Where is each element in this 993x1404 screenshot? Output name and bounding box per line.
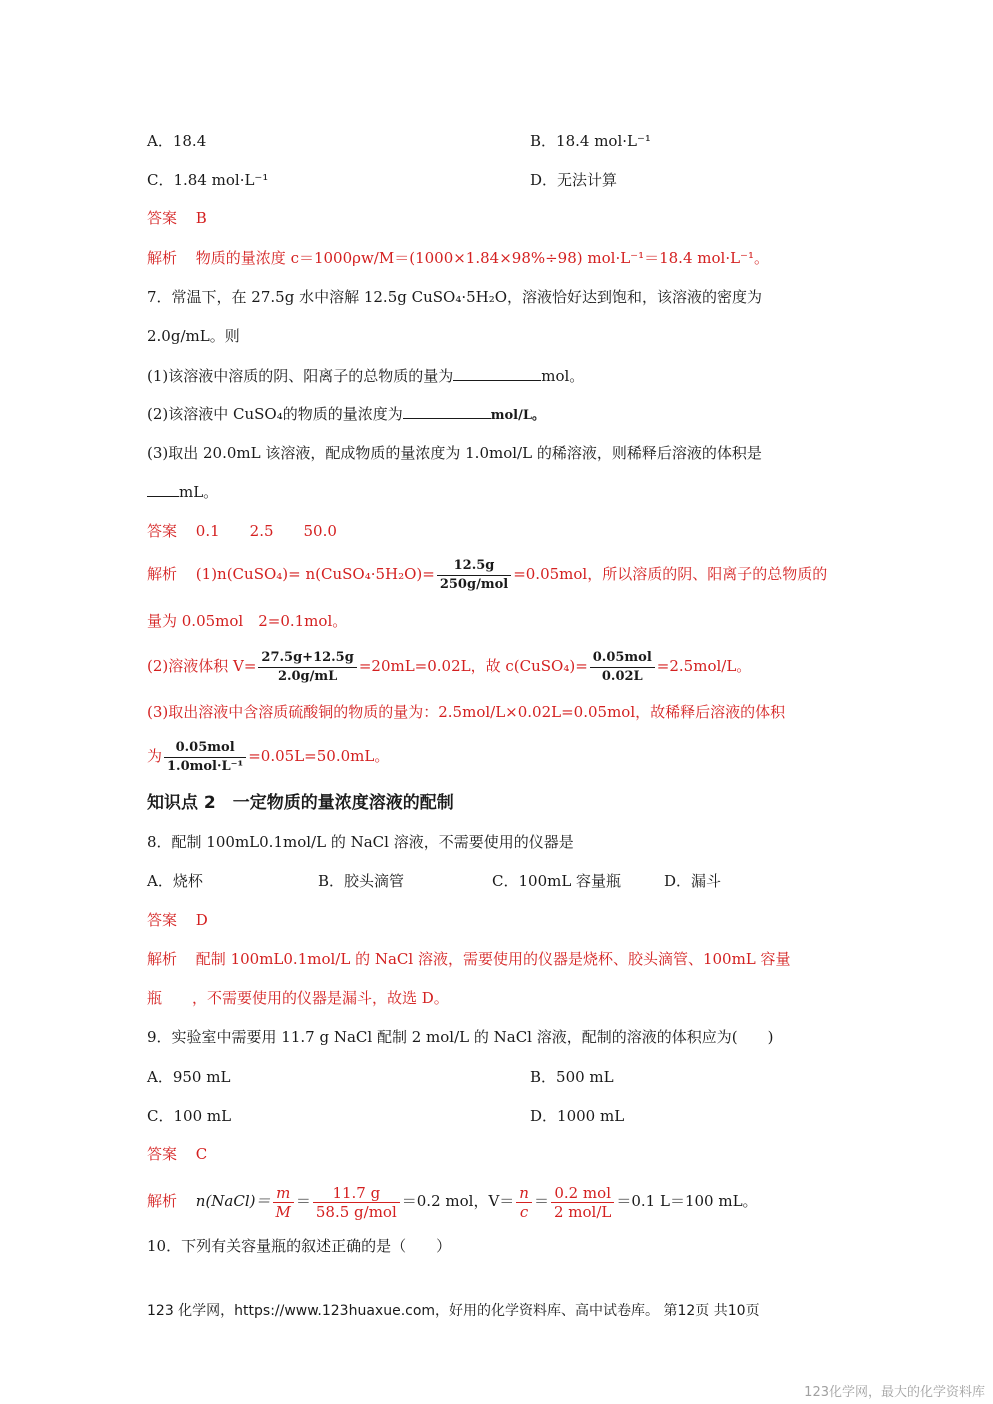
- q6-option-a: A．18.4: [147, 132, 207, 150]
- fraction: [313, 1184, 400, 1221]
- q8-answer: [147, 910, 208, 930]
- answer-label: 答案: [147, 1145, 178, 1163]
- numerator: 11.7 g: [313, 1184, 400, 1203]
- q7-part2: [147, 404, 545, 426]
- q7-analysis-3-line2: [147, 735, 389, 777]
- q7-analysis-3-line1: (3)取出溶液中含溶质硫酸铜的物质的量为：2.5mol/L×0.02L=0.05mol，故稀释后溶液的体积: [147, 703, 786, 721]
- q7-part2-unit: mol/L。: [490, 408, 546, 423]
- q8-analysis-line1: [147, 949, 791, 969]
- q7-part1: [147, 366, 584, 386]
- q7-answer: [147, 521, 337, 541]
- q9-option-a: A．950 mL: [147, 1068, 231, 1086]
- denominator: 1.0mol·L⁻¹: [167, 758, 244, 774]
- fraction: [258, 649, 356, 686]
- answer-label: 答案: [147, 911, 178, 929]
- q9-stem: 9．实验室中需要用 11.7 g NaCl 配制 2 mol/L 的 NaCl 溶液，配制的溶液的体积应为( ): [147, 1028, 774, 1046]
- fraction: [551, 1184, 614, 1221]
- q7-stem-line1: 7．常温下，在 27.5g 水中溶解 12.5g CuSO₄·5H₂O，溶液恰好达到饱和，该溶液的密度为: [147, 288, 763, 306]
- section-title: 知识点 2 一定物质的量浓度溶液的配制: [147, 793, 454, 813]
- q6-option-d: D．无法计算: [530, 171, 618, 189]
- formula-prefix: n(NaCl)＝: [195, 1192, 271, 1210]
- q7-part3-line2: [147, 482, 218, 502]
- q8-option-c: C．100mL 容量瓶: [492, 872, 622, 890]
- answer-label: 答案: [147, 522, 178, 540]
- formula-middle: ＝0.2 mol，V＝: [401, 1192, 515, 1210]
- q7-analysis-2: [147, 645, 751, 687]
- fraction: [590, 649, 655, 686]
- q8-option-d: D．漏斗: [664, 872, 722, 890]
- q6-option-b: B．18.4 mol·L⁻¹: [530, 132, 651, 150]
- q9-analysis: [147, 1180, 758, 1222]
- answer-label: 答案: [147, 209, 178, 227]
- q7-part3-blank[interactable]: [147, 482, 179, 497]
- q7-part2-text: (2)该溶液中 CuSO₄的物质的量浓度为: [147, 405, 403, 423]
- q6-answer: [147, 208, 207, 228]
- q9-answer: [147, 1144, 207, 1164]
- answer-value: C: [195, 1145, 208, 1163]
- q6-option-c: C．1.84 mol·L⁻¹: [147, 171, 269, 189]
- q7-part2-blank[interactable]: [403, 404, 491, 419]
- answer-value: D: [195, 911, 208, 929]
- q9-option-d: D．1000 mL: [530, 1107, 625, 1125]
- denominator: 2 mol/L: [553, 1202, 612, 1221]
- numerator: 12.5g: [437, 557, 511, 576]
- analysis-label: 解析: [147, 249, 178, 267]
- numerator: m: [273, 1184, 294, 1203]
- q7-part3-unit: mL。: [179, 483, 219, 501]
- formula-prefix: (2)溶液体积 V=: [147, 657, 257, 675]
- formula-suffix: =2.5mol/L。: [656, 657, 752, 675]
- q9-option-c: C．100 mL: [147, 1107, 232, 1125]
- formula-prefix: (1)n(CuSO₄)= n(CuSO₄·5H₂O)=: [195, 565, 435, 583]
- numerator: 27.5g+12.5g: [258, 649, 356, 668]
- q8-option-b: B．胶头滴管: [318, 872, 405, 890]
- q8-stem: 8．配制 100mL0.1mol/L 的 NaCl 溶液，不需要使用的仪器是: [147, 833, 574, 851]
- numerator: 0.05mol: [164, 739, 246, 758]
- formula-middle: =20mL=0.02L，故 c(CuSO₄)=: [358, 657, 588, 675]
- formula-suffix: =0.05mol，所以溶质的阴、阳离子的总物质的: [513, 565, 828, 583]
- q7-stem-line2: 2.0g/mL。则: [147, 327, 240, 345]
- q8-option-a: A．烧杯: [147, 872, 203, 890]
- formula-prefix: 为: [147, 747, 163, 765]
- numerator: 0.05mol: [590, 649, 655, 668]
- q10-stem: 10．下列有关容量瓶的叙述正确的是（ ）: [147, 1237, 452, 1255]
- analysis-text: 配制 100mL0.1mol/L 的 NaCl 溶液，需要使用的仪器是烧杯、胶头滴管、100mL 容量: [195, 950, 791, 968]
- denominator: 2.0g/mL: [277, 668, 338, 684]
- answer-value: B: [195, 209, 207, 227]
- formula-suffix: ＝0.1 L＝100 mL。: [616, 1192, 758, 1210]
- denominator: 58.5 g/mol: [315, 1202, 397, 1221]
- q7-analysis-1: [147, 553, 827, 595]
- q7-analysis-1-line2: 量为 0.05mol 2=0.1mol。: [147, 612, 348, 630]
- numerator: n: [516, 1184, 532, 1203]
- answer-value: 0.1 2.5 50.0: [195, 522, 337, 540]
- formula-suffix: =0.05L=50.0mL。: [248, 747, 390, 765]
- fraction: [273, 1184, 294, 1221]
- q8-analysis-line2: 瓶 ，不需要使用的仪器是漏斗，故选 D。: [147, 989, 449, 1007]
- q6-analysis: [147, 248, 769, 268]
- q7-part1-text: (1)该溶液中溶质的阴、阳离子的总物质的量为: [147, 367, 454, 385]
- fraction: [164, 739, 246, 776]
- q7-part3-line1: (3)取出 20.0mL 该溶液，配成物质的量浓度为 1.0mol/L 的稀溶液，则稀释后溶液的体积是: [147, 444, 762, 462]
- analysis-label: 解析: [147, 565, 178, 583]
- denominator: c: [519, 1202, 529, 1221]
- fraction: [516, 1184, 532, 1221]
- q7-part1-unit: mol。: [541, 367, 585, 385]
- fraction: [437, 557, 511, 594]
- formula-equals: ＝: [533, 1192, 549, 1210]
- denominator: 250g/mol: [439, 576, 509, 592]
- denominator: 0.02L: [601, 668, 643, 684]
- denominator: M: [275, 1202, 291, 1221]
- page-footer: 123 化学网，https://www.123huaxue.com，好用的化学资料库、高中试卷库。 第12页 共10页: [147, 1303, 760, 1319]
- q7-part1-blank[interactable]: [453, 366, 541, 381]
- formula-equals: ＝: [295, 1192, 311, 1210]
- analysis-text: 物质的量浓度 c＝1000ρw/M＝(1000×1.84×98%÷98) mol·L⁻¹＝18.4 mol·L⁻¹。: [195, 249, 769, 267]
- numerator: 0.2 mol: [551, 1184, 614, 1203]
- analysis-label: 解析: [147, 950, 178, 968]
- analysis-label: 解析: [147, 1192, 178, 1210]
- watermark: 123化学网，最大的化学资料库: [804, 1385, 985, 1400]
- q9-option-b: B．500 mL: [530, 1068, 614, 1086]
